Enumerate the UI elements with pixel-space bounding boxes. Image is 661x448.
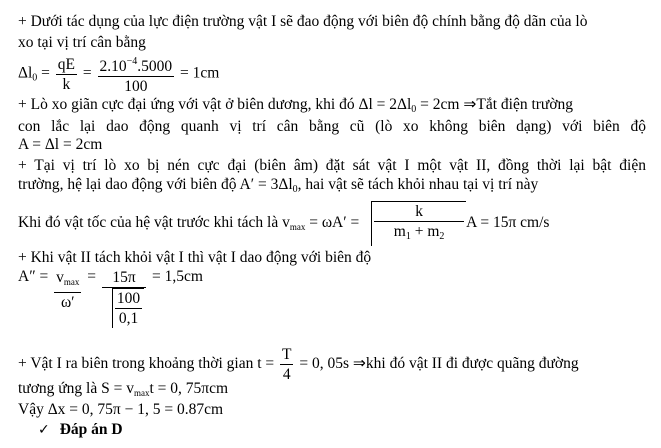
sqrt-k-over-m: $\frac{k}{m_1 + m_2}$ <box>363 201 466 246</box>
paragraph-4-velocity: Khi đó vật tốc của hệ vật trước khi tách là $v_{max} = \omega A'$ = $\frac{k}{m_1 + m_2}$ A = 15π cm/s <box>18 201 549 246</box>
fraction-values: $\frac{2.10^{-4}.5000}{100}$ <box>98 52 175 96</box>
paragraph-6-line-2: tương ứng là $S = v_{max}t = 0$, 75πcm <box>18 380 229 398</box>
checkmark-icon: ✓ <box>38 422 50 438</box>
paragraph-5-line-1: + Khi vật II tách khỏi vật I thì vật I dao động với biên độ <box>18 249 372 266</box>
paragraph-1-line-2: xo tại vị trí cân bằng <box>18 34 146 51</box>
implies-arrow-icon: ⇒ <box>463 96 477 113</box>
paragraph-2-line-1: + Lò xo giãn cực đại ứng với vật ở biên dương, khi đó $\Delta l = 2\Delta l_0 = 2cm$ ⇒Tắt điện trường <box>18 96 574 115</box>
fraction-qE-k: $\frac{qE}{k}$ <box>57 55 75 93</box>
answer-line <box>38 421 123 439</box>
implies-arrow-icon: ⇒ <box>352 355 366 373</box>
paragraph-3-line-2: trường, hệ lại dao động với biên độ $A' = 3\Delta l_0$, hai vật sẽ tách khỏi nhau tại vị trí này <box>18 176 539 195</box>
answer-label: Đáp án D <box>59 421 123 438</box>
equation-A-double-prime: A″ = $\frac{v_{max}}{\omega'}$ = $\frac{15\pi}{\frac{100}{0,1}}$ = 1,5cm <box>18 268 203 327</box>
paragraph-3-line-1: + Tại vị trí lò xo bị nén cực đại (biên âm) đặt sát vật I một vật II, đồng thời lại bật điện <box>18 157 646 174</box>
equation-delta-l0: $\Delta l_0$ = $\frac{qE}{k}$ = $\frac{2.10^{-4}.5000}{100}$ = 1cm <box>18 52 219 96</box>
eq-result: = 1cm <box>180 64 220 82</box>
paragraph-6-line-3: Vậy Δx = 0, 75π − 1, 5 = 0.87cm <box>18 401 224 418</box>
paragraph-1-line-1: + Dưới tác dụng của lực điện trường vật I sẽ đao động với biên độ chính bằng độ dãn của lò <box>18 13 588 30</box>
paragraph-2-line-3: A = Δl = 2cm <box>18 136 103 153</box>
eq-lhs: Δl <box>18 64 33 82</box>
paragraph-2-line-2: con lắc lại dao động quanh vị trí cân bằng cũ (lò xo không biên dạng) với biên độ <box>18 118 646 135</box>
paragraph-6-line-1: + Vật I ra biên trong khoảng thời gian t = $\frac{T}{4}$ = 0, 05s ⇒khi đó vật II đi được quãng đường <box>18 346 579 383</box>
